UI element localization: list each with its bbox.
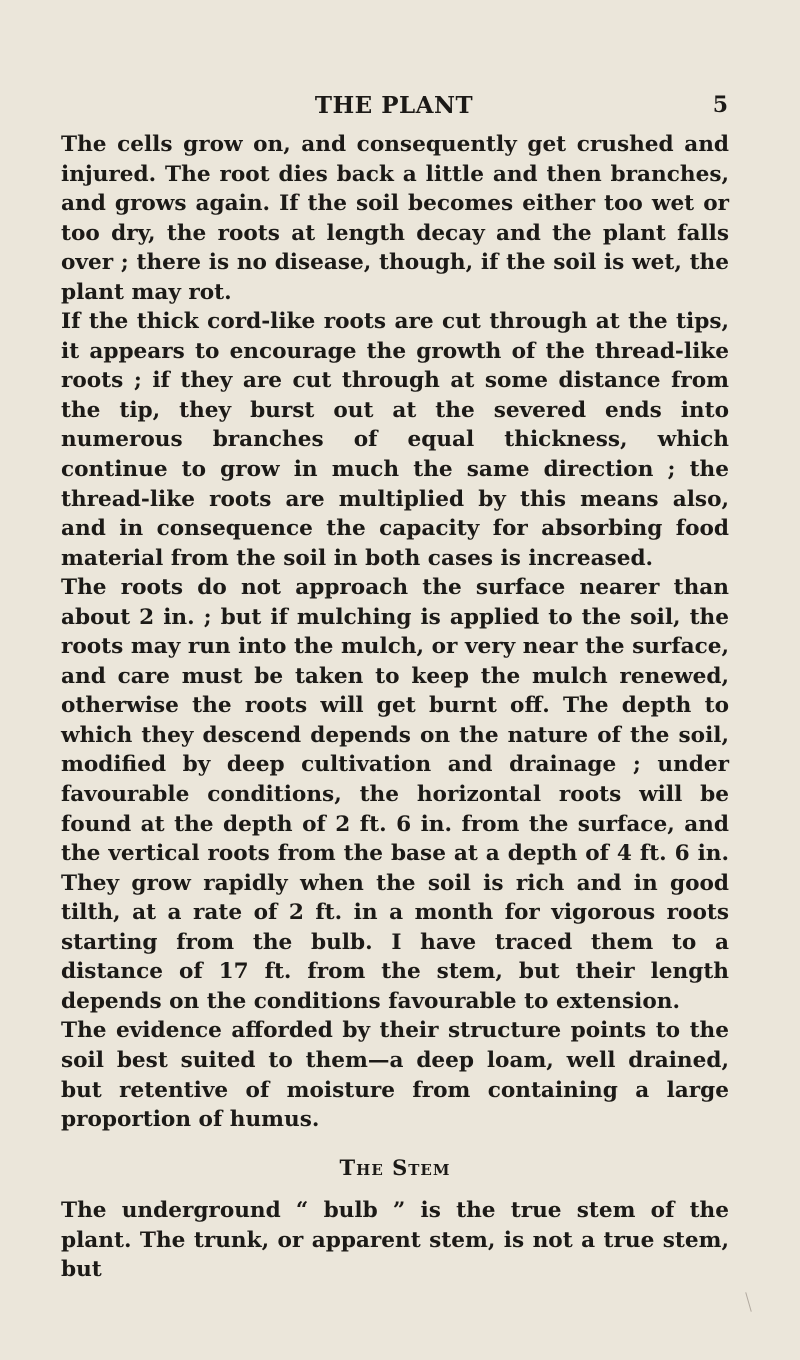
paragraph-3: The roots do not approach the surface nearer than about 2 in. ; but if mulching is applied to the soil, the roots may run into the mulch, or very near the surface, and care must be taken to keep the mulch renewed, otherwise the roots will get burnt off. The depth to which they descend depends on the nature of the soil, modified by deep cultivation and drainage ; under favourable conditions, the horizontal roots will be found at the depth of 2 ft. 6 in. from the surface, and the vertical roots from the base at a depth of 4 ft. 6 in. They grow rapidly when the soil is rich and in good tilth, at a rate of 2 ft. in a month for vigorous roots starting from the bulb. I have traced them to a distance of 17 ft. from the stem, but their length depends on the conditions favourable to extension. xyxy=(61,575,729,1014)
section-paragraph: The underground “ bulb ” is the true stem of the plant. The trunk, or apparent stem, is not a true stem, but xyxy=(61,1198,729,1283)
page-mark xyxy=(745,1292,751,1312)
page-number: 5 xyxy=(712,92,728,118)
running-header xyxy=(60,92,728,122)
paragraph-2: If the thick cord-like roots are cut through at the tips, it appears to encourage the growth of the thread-like roots ; if they are cut through at some distance from the tip, they burst out at the severed ends into numerous branches of equal thickness, which continue to grow in much the same direction ; the thread-like roots are multiplied by this means also, and in consequence the capacity for absorbing food material from the soil in both cases is increased. xyxy=(61,309,729,571)
paragraph-4: The evidence afforded by their structure points to the soil best suited to them—a deep loam, well drained, but retentive of moisture from containing a large proportion of humus. xyxy=(61,1018,729,1133)
body-text xyxy=(61,130,729,1285)
section-heading: The Stem xyxy=(339,1154,451,1180)
paragraph-1: The cells grow on, and consequently get crushed and injured. The root dies back a little and then branches, and grows again. If the soil becomes either too wet or too dry, the roots at length decay and the plant falls over ; there is no disease, though, if the soil is wet, the plant may rot. xyxy=(61,132,729,305)
running-title: THE PLANT xyxy=(314,92,474,119)
